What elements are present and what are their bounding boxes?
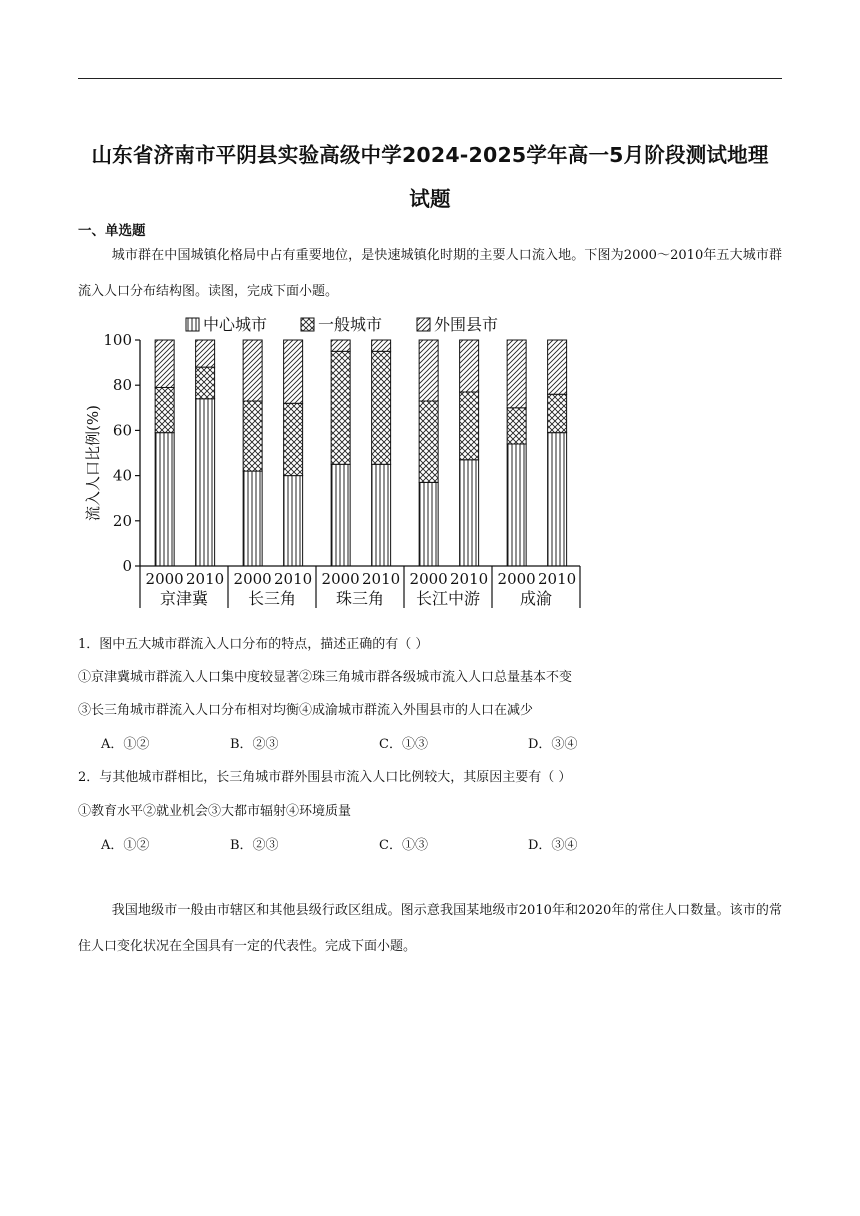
bar-segment-3 [284,340,303,403]
x-group-label: 京津冀 [159,589,209,608]
y-axis-title: 流入人口比例(%) [84,405,102,521]
bar-segment-2 [243,401,262,471]
legend-label-2: 外围县市 [434,315,499,334]
x-year-label: 2010 [274,570,313,588]
y-tick-label: 0 [122,557,132,575]
bar-segment-3 [419,340,438,401]
legend-swatch-0 [186,318,199,331]
header-rule [78,78,782,79]
bar-segment-3 [548,340,567,394]
x-year-label: 2000 [145,570,184,588]
bar-segment-1 [284,476,303,566]
bar-segment-1 [372,464,391,566]
bar-segment-1 [196,399,215,566]
bar-segment-2 [331,351,350,464]
q1-option-a[interactable]: A．①② [101,737,150,752]
bar-segment-3 [196,340,215,367]
x-group-label: 珠三角 [335,589,385,608]
chart-legend [186,315,498,334]
q1-option-b[interactable]: B．②③ [230,737,279,752]
x-year-label: 2000 [497,570,536,588]
legend-swatch-2 [417,318,430,331]
bar-segment-1 [155,433,174,566]
question-2-stem: 2．与其他城市群相比，长三角城市群外围县市流入人口比例较大，其原因主要有（ ） [78,770,572,785]
bar-segment-1 [419,482,438,566]
y-tick-label: 40 [112,466,132,485]
question-1-stem: 1．图中五大城市群流入人口分布的特点，描述正确的有（ ） [78,637,429,652]
bar-segment-1 [460,460,479,566]
q2-option-a[interactable]: A．①② [101,838,150,853]
section-heading: 一、单选题 [78,223,146,239]
bar-segment-2 [196,367,215,399]
x-year-label: 2000 [233,570,272,588]
x-year-label: 2010 [186,570,225,588]
y-tick-label: 100 [103,331,132,349]
bar-segment-1 [507,444,526,566]
bar-segment-2 [460,392,479,460]
x-axis [140,566,580,608]
legend-swatch-1 [301,318,314,331]
bar-segment-1 [331,464,350,566]
bar-segment-3 [331,340,350,351]
intro-paragraph-1: 城市群在中国城镇化格局中占有重要地位，是快速城镇化时期的主要人口流入地。下图为2000～2010年五大城市群流入人口分布结构图。读图，完成下面小题。 [78,248,782,299]
q2-option-b[interactable]: B．②③ [230,838,279,853]
legend-label-0: 中心城市 [203,315,268,334]
bar-segment-2 [155,387,174,432]
question-2-statements: ①教育水平②就业机会③大都市辐射④环境质量 [78,804,352,819]
bar-segment-3 [507,340,526,408]
x-year-label: 2010 [450,570,489,588]
intro-paragraph-2: 我国地级市一般由市辖区和其他县级行政区组成。图示意我国某地级市2010年和2020年的常住人口数量。该市的常住人口变化状况在全国具有一定的代表性。完成下面小题。 [78,903,782,954]
page-title: 山东省济南市平阴县实验高级中学2024-2025学年高一5月阶段测试地理 [91,143,769,167]
bars [155,340,566,566]
bar-segment-3 [372,340,391,351]
bar-segment-1 [548,433,567,566]
bar-segment-2 [372,351,391,464]
x-year-label: 2010 [538,570,577,588]
y-tick-label: 80 [112,376,132,395]
bar-segment-2 [507,408,526,444]
question-1-statements-b: ③长三角城市群流入人口分布相对均衡④成渝城市群流入外围县市的人口在减少 [78,703,534,718]
legend-label-1: 一般城市 [318,315,383,334]
x-year-label: 2010 [362,570,401,588]
y-tick-label: 60 [112,421,132,440]
question-1-statements-a: ①京津冀城市群流入人口集中度较显著②珠三角城市群各级城市流入人口总量基本不变 [78,670,573,685]
bar-segment-1 [243,471,262,566]
q1-option-c[interactable]: C．①③ [379,737,428,752]
x-year-label: 2000 [321,570,360,588]
stacked-bar-chart [78,310,588,610]
bar-segment-3 [243,340,262,401]
q2-option-d[interactable]: D．③④ [528,838,578,853]
y-tick-label: 20 [112,511,132,530]
bar-segment-2 [284,403,303,475]
x-group-label: 长三角 [247,589,297,608]
q1-option-d[interactable]: D．③④ [528,737,578,752]
bar-segment-3 [155,340,174,387]
q2-option-c[interactable]: C．①③ [379,838,428,853]
bar-segment-2 [548,394,567,432]
x-group-label: 成渝 [519,589,553,608]
y-axis [84,331,140,575]
bar-segment-2 [419,401,438,482]
x-group-label: 长江中游 [415,589,481,608]
bar-segment-3 [460,340,479,392]
x-year-label: 2000 [409,570,448,588]
page-title-continued: 试题 [409,187,451,211]
